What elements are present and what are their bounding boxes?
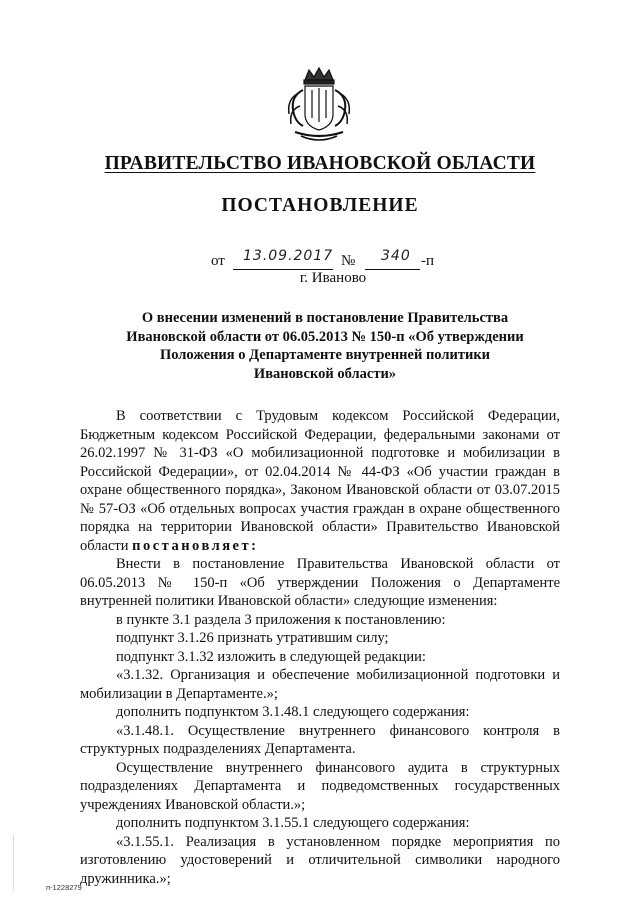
date-number-line: [211, 248, 451, 272]
city: г. Иваново: [299, 270, 367, 286]
document-body: [80, 407, 560, 888]
paragraph: «3.1.48.1. Осуществление внутреннего финансового контроля в структурных подразделениях Департамента.: [80, 722, 560, 757]
footer-code: п-1228279: [46, 883, 82, 892]
document-subject: [110, 309, 540, 383]
number-sign: №: [341, 253, 356, 269]
paragraph: дополнить подпунктом 3.1.48.1 следующего содержания:: [116, 704, 470, 720]
paragraph: подпункт 3.1.32 изложить в следующей редакции:: [116, 648, 426, 665]
document-type: ПОСТАНОВЛЕНИЕ: [221, 195, 419, 216]
subject-line: Ивановской области»: [253, 365, 397, 382]
subject-line: О внесении изменений в постановление Правительства: [141, 310, 509, 326]
number-suffix: -п: [421, 253, 435, 269]
paragraph: в пункте 3.1 раздела 3 приложения к постановлению:: [116, 611, 446, 628]
resolves-keyword: постановляет:: [132, 537, 259, 554]
paragraph: «3.1.32. Организация и обеспечение мобилизационной подготовки и мобилизации в Департаменте.»;: [80, 667, 560, 702]
paragraph: [80, 407, 560, 555]
paragraph-text: В соответствии с Трудовым кодексом Российской Федерации, Бюджетным кодексом Российской Федерации, федеральными законами от 26.02.1997 № 31-ФЗ «О мобилизационной подготовке и мобилизации в Российской Федерации», от 02.04.2014 № 44-ФЗ «Об участии граждан в охране общественного порядка», Законом Ивановской области от 03.07.2015 № 57-ОЗ «Об отдельных вопросах участия граждан в охране общественного порядка на территории Ивановской области» Правительство Ивановской области: [80, 408, 560, 554]
scan-margin-mark: [13, 835, 14, 890]
number-value: 340: [381, 248, 411, 264]
paragraph: дополнить подпунктом 3.1.55.1 следующего содержания:: [116, 815, 470, 831]
paragraph: «3.1.55.1. Реализация в установленном порядке мероприятия по изготовлению удостоверений и отличительной символики народного дружинника.»;: [80, 833, 560, 887]
coat-of-arms-emblem: [283, 66, 355, 146]
date-value: 13.09.2017: [243, 248, 334, 264]
date-prefix: от: [211, 253, 225, 269]
subject-line: Положения о Департаменте внутренней политики: [159, 347, 491, 363]
subject-line: Ивановской области от 06.05.2013 № 150-п «Об утверждении: [126, 328, 524, 345]
paragraph: подпункт 3.1.26 признать утратившим силу;: [116, 630, 389, 646]
paragraph: Внести в постановление Правительства Ивановской области от 06.05.2013 № 150-п «Об утверждении Положения о Департаменте внутренней политики Ивановской области» следующие изменения:: [80, 556, 560, 609]
government-title: ПРАВИТЕЛЬСТВО ИВАНОВСКОЙ ОБЛАСТИ: [104, 153, 536, 174]
paragraph: Осуществление внутреннего финансового аудита в структурных подразделениях Департамента и подведомственных государственных учреждениях Ивановской области.»;: [80, 759, 560, 813]
